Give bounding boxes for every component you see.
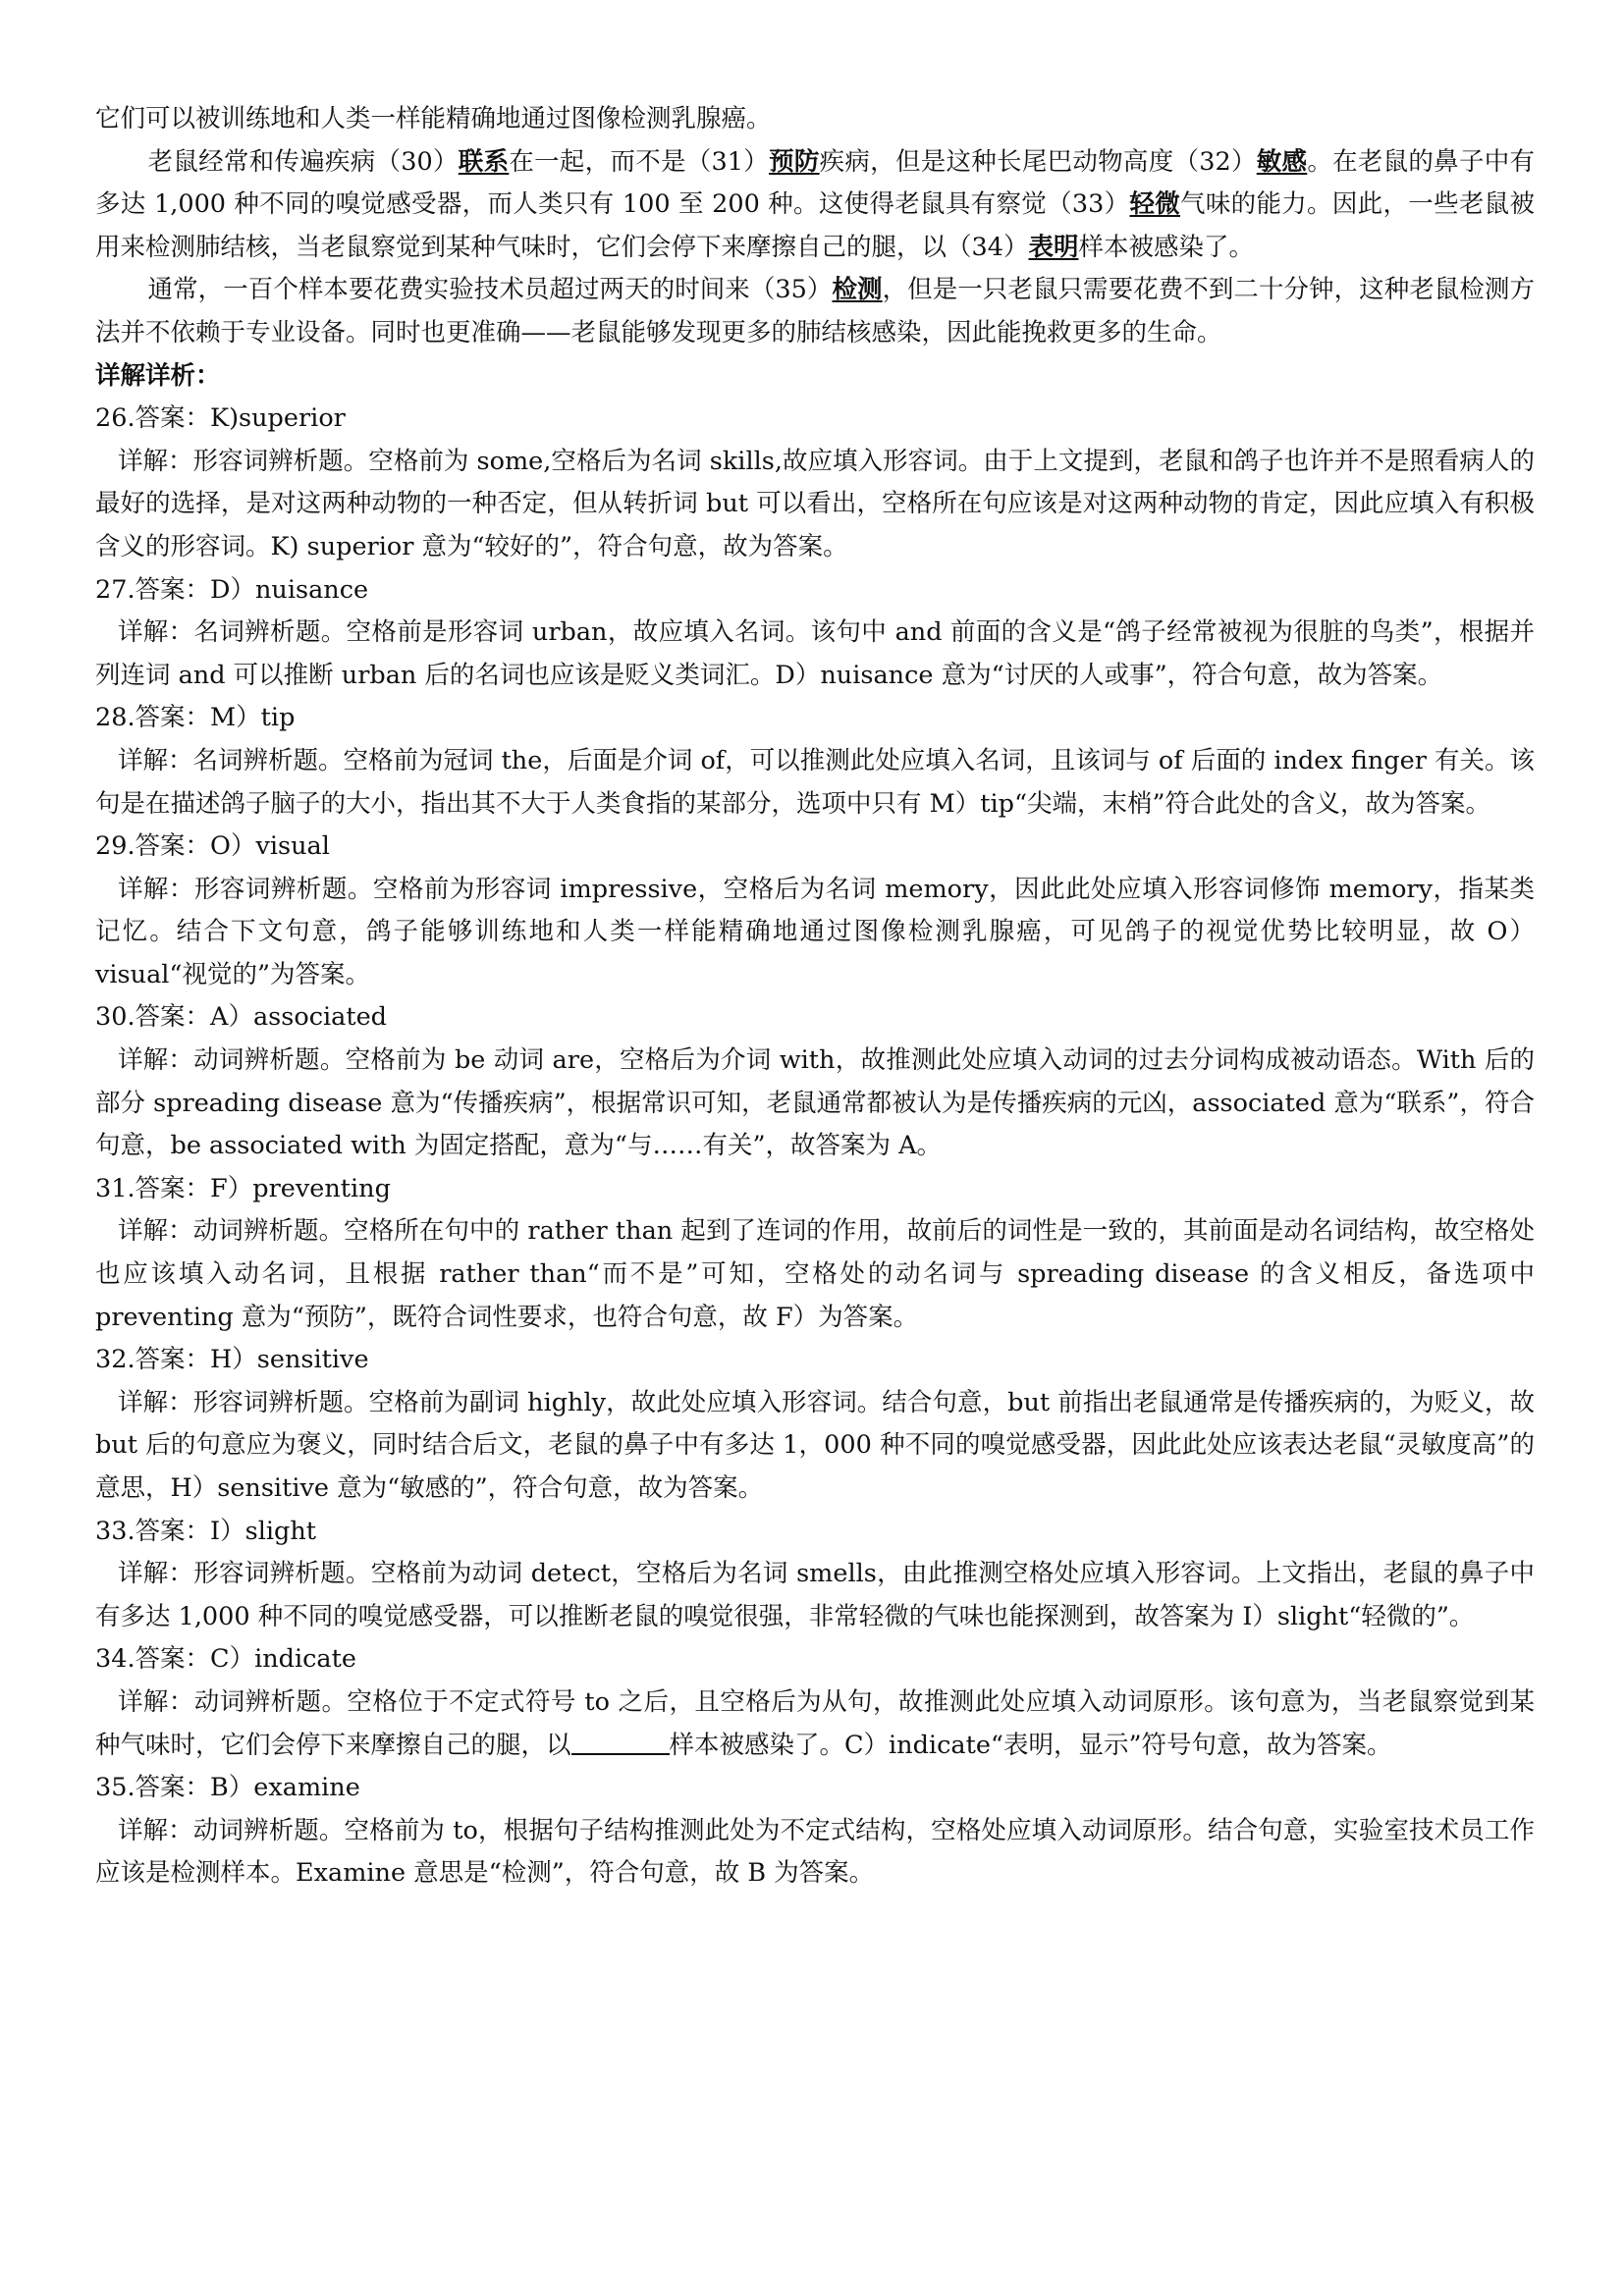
p2-text: 样本被感染了。 bbox=[1078, 232, 1254, 262]
answer-item-27 bbox=[95, 569, 1535, 698]
answer-label: 32.答案：H）sensitive bbox=[95, 1345, 369, 1375]
answer-label: 30.答案：A）associated bbox=[95, 1002, 387, 1033]
answer-label: 29.答案：O）visual bbox=[95, 831, 330, 862]
section-title: 详解详析： bbox=[95, 360, 221, 391]
answer-item-34 bbox=[95, 1638, 1535, 1767]
translation-paragraph-1: 它们可以被训练地和人类一样能精确地通过图像检测乳腺癌。 bbox=[95, 104, 772, 133]
answer-detail: 详解：名词辨析题。空格前为冠词 the，后面是介词 of，可以推测此处应填入名词，且该词与 of 后面的 index finger 有关。该句是在描述鸽子脑子的大小，指出其不大于人类食指的某部分，选项中只有 M）tip“尖端，末梢”符合此处的含义，故为答案。 bbox=[95, 745, 1535, 819]
answer-label: 26.答案：K)superior bbox=[95, 403, 346, 434]
answer-label: 34.答案：C）indicate bbox=[95, 1644, 356, 1675]
answer-item-26 bbox=[95, 398, 1535, 568]
answer-detail: 详解：形容词辨析题。空格前为形容词 impressive，空格后为名词 memory，因此此处应填入形容词修饰 memory，指某类记忆。结合下文句意，鸽子能够训练地和人类一样能精确地通过图像检测乳腺癌，可见鸽子的视觉优势比较明显，故 O）visual“视觉的”为答案。 bbox=[95, 874, 1535, 989]
answer-item-33 bbox=[95, 1511, 1535, 1639]
p2-text: 。在老鼠的鼻子中有多达 1,000 种不同的嗅觉感受器，而人类只有 100 至 200 种。这使得老鼠具有察觉（33） bbox=[95, 146, 1536, 220]
p2-text: 疾病，但是这种长尾巴动物高度（32） bbox=[819, 146, 1257, 177]
translation-paragraph-2 bbox=[95, 141, 1535, 270]
answer-detail: 详解：形容词辨析题。空格前为动词 detect，空格后为名词 smells，由此推测空格处应填入形容词。上文指出，老鼠的鼻子中有多达 1,000 种不同的嗅觉感受器，可以推断老鼠的嗅觉很强，非常轻微的气味也能探测到，故答案为 I）slight“轻微的”。 bbox=[95, 1559, 1535, 1631]
translation-paragraph-3 bbox=[95, 269, 1535, 354]
answer-item-29 bbox=[95, 826, 1535, 996]
p3-text: ，但是一只老鼠只需要花费不到二十分钟，这种老鼠检测方法并不依赖于专业设备。同时也更准确——老鼠能够发现更多的肺结核感染，因此能挽救更多的生命。 bbox=[95, 275, 1535, 347]
p2-text: 气味的能力。因此，一些老鼠被用来检测肺结核，当老鼠察觉到某种气味时，它们会停下来摩擦自己的腿，以（34） bbox=[95, 189, 1535, 262]
answer-detail-part: 详解：动词辨析题。空格位于不定式符号 to 之后，且空格后为从句，故推测此处应填入动词原形。该句意为，当老鼠察觉到某种气味时，它们会停下来摩擦自己的腿，以 bbox=[95, 1686, 1535, 1760]
answer-item-32 bbox=[95, 1339, 1535, 1510]
keyword-lianxi: 联系 bbox=[458, 146, 510, 177]
p2-text: 在一起，而不是（31） bbox=[509, 146, 770, 177]
keyword-biaoming: 表明 bbox=[1028, 232, 1079, 262]
answer-item-31 bbox=[95, 1168, 1535, 1339]
answer-detail: 详解：形容词辨析题。空格前为 some,空格后为名词 skills,故应填入形容词。由于上文提到，老鼠和鸽子也许并不是照看病人的最好的选择，是对这两种动物的一种否定，但从转折词 but 可以看出，空格所在句应该是对这两种动物的肯定，因此应填入有积极含义的形容词。K) superior 意为“较好的”，符合句意，故为答案。 bbox=[95, 446, 1535, 561]
answer-detail: 详解：动词辨析题。空格前为 be 动词 are，空格后为介词 with，故推测此处应填入动词的过去分词构成被动语态。With 后的部分 spreading disease 意为“传播疾病”，根据常识可知，老鼠通常都被认为是传播疾病的元凶，associated 意为“联系”，符合句意，be associated with 为固定搭配，意为“与……有关”，故答案为 A。 bbox=[95, 1045, 1535, 1161]
answer-item-30 bbox=[95, 996, 1535, 1167]
keyword-mingan: 敏感 bbox=[1256, 146, 1308, 177]
answer-label: 31.答案：F）preventing bbox=[95, 1173, 391, 1203]
answer-detail: 详解：动词辨析题。空格所在句中的 rather than 起到了连词的作用，故前后的词性是一致的，其前面是动名词结构，故空格处也应该填入动名词，且根据 rather than“而不是”可知，空格处的动名词与 spreading disease 的含义相反，备选项中 preventing 意为“预防”，既符合词性要求，也符合句意，故 F）为答案。 bbox=[95, 1216, 1535, 1332]
answer-label: 35.答案：B）examine bbox=[95, 1773, 360, 1803]
answer-detail bbox=[95, 1682, 1535, 1767]
answer-detail: 详解：名词辨析题。空格前是形容词 urban，故应填入名词。该句中 and 前面的含义是“鸽子经常被视为很脏的鸟类”，根据并列连词 and 可以推断 urban 后的名词也应该是贬义类词汇。D）nuisance 意为“讨厌的人或事”，符合句意，故为答案。 bbox=[95, 617, 1535, 690]
answer-item-35 bbox=[95, 1767, 1535, 1896]
answer-item-28 bbox=[95, 697, 1535, 826]
answer-label: 28.答案：M）tip bbox=[95, 703, 296, 733]
p2-text: 老鼠经常和传遍疾病（30） bbox=[147, 146, 459, 177]
answer-detail: 详解：动词辨析题。空格前为 to，根据句子结构推测此处为不定式结构，空格处应填入动词原形。结合句意，实验室技术员工作应该是检测样本。Examine 意思是“检测”，符合句意，故 B 为答案。 bbox=[95, 1815, 1535, 1889]
answer-label: 27.答案：D）nuisance bbox=[95, 574, 369, 605]
answer-detail: 详解：形容词辨析题。空格前为副词 highly，故此处应填入形容词。结合句意，but 前指出老鼠通常是传播疾病的，为贬义，故 but 后的句意应为褒义，同时结合后文，老鼠的鼻子中有多达 1，000 种不同的嗅觉感受器，因此此处应该表达老鼠“灵敏度高”的意思，H）sensitive 意为“敏感的”，符合句意，故为答案。 bbox=[95, 1387, 1535, 1503]
keyword-jiance: 检测 bbox=[832, 275, 883, 305]
p3-text: 通常，一百个样本要花费实验技术员超过两天的时间来（35） bbox=[147, 275, 833, 305]
answer-label: 33.答案：I）slight bbox=[95, 1516, 317, 1546]
fill-in-blank bbox=[571, 1728, 670, 1755]
document-page bbox=[95, 98, 1535, 1896]
keyword-qingwei: 轻微 bbox=[1129, 189, 1181, 220]
keyword-yufang: 预防 bbox=[769, 146, 820, 177]
answer-detail-part: 样本被感染了。C）indicate“表明，显示”符号句意，故为答案。 bbox=[669, 1730, 1392, 1760]
